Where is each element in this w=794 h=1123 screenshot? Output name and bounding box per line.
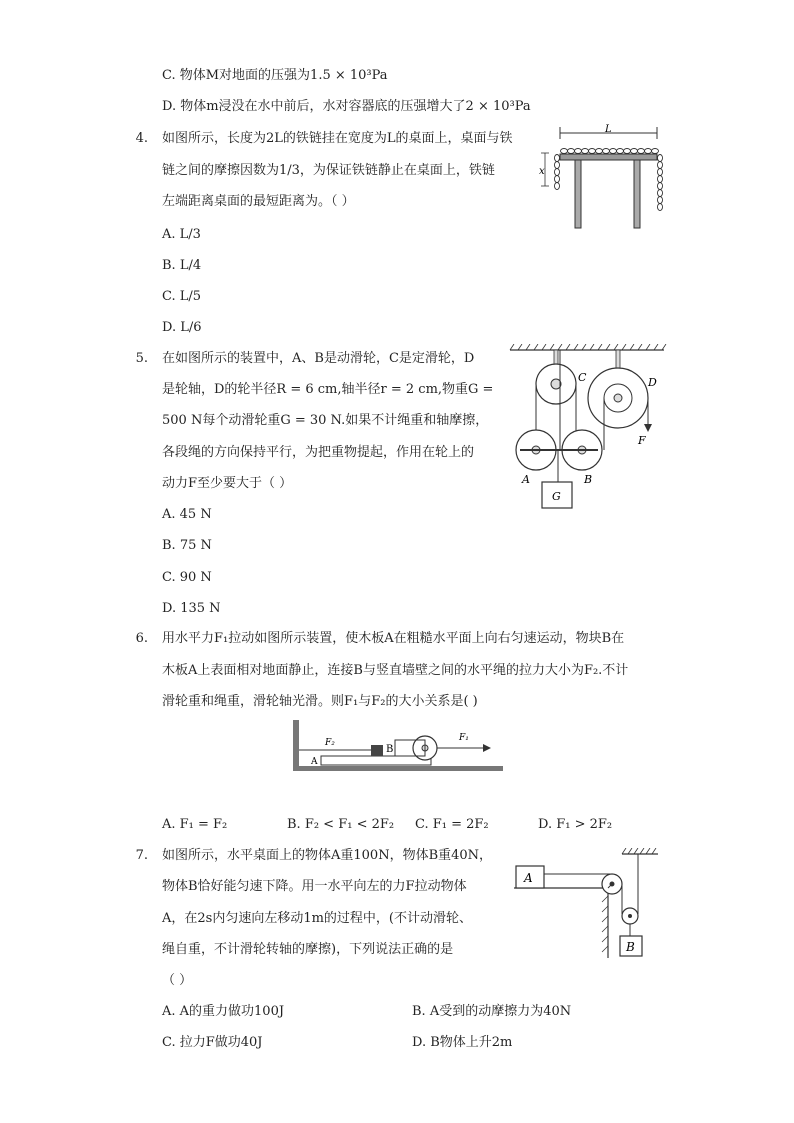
q6-label-f2: F₂: [325, 738, 335, 748]
q4-label-x: x: [539, 166, 545, 177]
q7-number: 7.: [135, 848, 148, 863]
q5-label-d: D: [648, 376, 657, 389]
q6-board-pulley-figure: [291, 718, 505, 774]
q5-label-g: G: [552, 490, 561, 503]
q5-stem-line: 500 N每个动滑轮重G = 30 N.如果不计绳重和轴摩擦，: [162, 413, 489, 428]
q4-option-c: C. L/5: [162, 289, 202, 304]
q6-label-a: A: [311, 757, 318, 767]
q6-label-b: B: [386, 744, 394, 755]
q6-option-c: C. F₁ = 2F₂: [415, 817, 489, 832]
q4-number: 4.: [135, 131, 148, 146]
q7-option-a: A. A的重力做功100J: [162, 1004, 285, 1019]
q6-label-f1: F₁: [459, 733, 469, 743]
q5-label-b: B: [584, 473, 593, 486]
q5-number: 5.: [135, 351, 148, 366]
q4-stem-line: 如图所示，长度为2L的铁链挂在宽度为L的桌面上，桌面与铁: [162, 131, 513, 146]
q7-stem-line: A，在2s内匀速向左移动1m的过程中，(不计动滑轮、: [162, 911, 473, 926]
q6-stem-line: 用水平力F₁拉动如图所示装置，使木板A在粗糙水平面上向右匀速运动，物块B在: [162, 631, 625, 646]
q5-label-f: F: [638, 434, 646, 447]
q4-option-d: D. L/6: [162, 320, 202, 335]
q5-stem-line: 动力F至少要大于（ ）: [162, 476, 293, 491]
q6-number: 6.: [135, 631, 148, 646]
q4-label-l: L: [605, 124, 612, 135]
q3-option-d: D. 物体m浸没在水中前后，水对容器底的压强增大了2 × 10³Pa: [162, 99, 531, 114]
q7-option-d: D. B物体上升2m: [412, 1035, 513, 1050]
q5-option-b: B. 75 N: [162, 538, 212, 553]
q4-option-a: A. L/3: [162, 227, 201, 242]
q5-label-a: A: [522, 473, 530, 486]
q7-stem-line: 如图所示，水平桌面上的物体A重100N，物体B重40N，: [162, 848, 493, 863]
q6-option-d: D. F₁ > 2F₂: [538, 817, 613, 832]
q7-option-c: C. 拉力F做功40J: [162, 1035, 263, 1050]
q5-stem-line: 在如图所示的装置中，A、B是动滑轮，C是定滑轮，D: [162, 351, 475, 366]
q5-option-c: C. 90 N: [162, 570, 212, 585]
q6-stem-line: 木板A上表面相对地面静止，连接B与竖直墙壁之间的水平绳的拉力大小为F₂.不计: [162, 663, 629, 678]
q6-option-a: A. F₁ = F₂: [162, 817, 228, 832]
q6-stem-line: 滑轮重和绳重，滑轮轴光滑。则F₁与F₂的大小关系是( ): [162, 694, 478, 709]
q3-option-c: C. 物体M对地面的压强为1.5 × 10³Pa: [162, 68, 388, 83]
q7-stem-line: （ ）: [162, 973, 193, 988]
q5-option-a: A. 45 N: [162, 507, 212, 522]
q4-stem-line: 左端距离桌面的最短距离为。（ ）: [162, 194, 355, 209]
q7-label-a: A: [524, 871, 533, 885]
q4-stem-line: 链之间的摩擦因数为1/3，为保证铁链静止在桌面上，铁链: [162, 163, 495, 178]
q4-option-b: B. L/4: [162, 258, 202, 273]
q5-pulley-figure: [506, 344, 668, 512]
q7-stem-line: 物体B恰好能匀速下降。用一水平向左的力F拉动物体: [162, 879, 467, 894]
q5-label-c: C: [578, 371, 587, 384]
q7-stem-line: 绳自重，不计滑轮转轴的摩擦)，下列说法正确的是: [162, 942, 454, 957]
q7-table-pulley-figure: [512, 848, 660, 960]
q4-chain-table-figure: [535, 124, 665, 232]
q5-option-d: D. 135 N: [162, 601, 221, 616]
q5-stem-line: 各段绳的方向保持平行，为把重物提起，作用在轮上的: [162, 445, 475, 460]
q7-option-b: B. A受到的动摩擦力为40N: [412, 1004, 572, 1019]
q6-option-b: B. F₂ < F₁ < 2F₂: [287, 817, 395, 832]
q7-label-b: B: [626, 940, 635, 954]
q5-stem-line: 是轮轴，D的轮半径R = 6 cm,轴半径r = 2 cm,物重G =: [162, 382, 494, 397]
